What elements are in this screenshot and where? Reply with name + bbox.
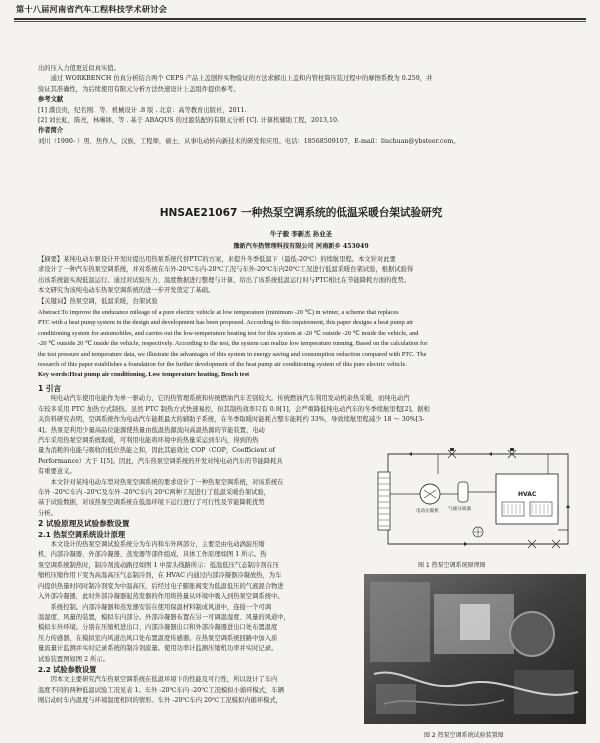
abstract-cn-line: 本文研究为该纯电动车热泵空调系统的进一步开发奠定了基础。 [38, 287, 215, 295]
body-line: 分析。 [38, 509, 57, 517]
keywords-cn: 【关键词】热泵空调，低温采暖，台架试验 [38, 297, 158, 305]
abstract-cn [38, 255, 564, 307]
prev-line: 出的压入力值更近似真实值。 [38, 65, 120, 72]
section-1-heading: 1 引言 [38, 384, 62, 393]
base-platform [376, 684, 416, 714]
body-line: 关资料研究表明，空调系统作为电动汽车能耗最大的辅助子系统，在冬季取暖时能耗占整车能耗约 33%，导致续航里程减少 18 ～ 30%[3- [38, 416, 425, 424]
body-line: 本文设计的热泵空调试验系统分为车内和车外两部分，主要是由电动涡旋压缩 [38, 541, 265, 549]
body-line: 量为消耗的电能与吸收的低位热能之和，因此其能效比 COP（COP，Coefficient of [38, 447, 275, 455]
abstract-en-line: research of this paper establishes a foundation for the further development of the heat pump air conditioning system of this pure electric vehicle. [38, 361, 407, 369]
figure-1-caption: 图 1 热泵空调系统原理图 [418, 562, 486, 569]
abstract-en-line: PTC with a heat pump system in the design and development has been proposed. According to this requirement, this paper designs a heat pump air [38, 319, 414, 327]
compressor-label: 电动压缩机 [416, 509, 439, 514]
hvac-label: HVAC [518, 491, 537, 498]
author-bio-heading: 作者简介 [38, 127, 64, 135]
reference-item: [1] 濮良贵，纪名刚．等．机械设计 .8 版 . 北京：高等教育出版社，2011. [38, 106, 247, 114]
abstract-cn-line: 【摘要】某纯电动车驱设计开发时提出用热泵系统代替PTC的方案，来提升冬季低温下（最低-20℃）的续航里程。本文针对此要 [38, 256, 396, 263]
left-column [38, 436, 356, 707]
keywords-en: Key words:Heat pump air conditioning, Low temperature heating, Bench test [38, 371, 250, 379]
header-rule-thin [14, 21, 586, 22]
compressor-photo [510, 612, 554, 656]
abstract-en-line: conditioning system for automobiles, and carries out the low-temperature heating test for this system at -20 ℃ outside -20 ℃ inside the vehicle, and [38, 329, 419, 337]
body-line: 基于试验数据，对该热泵空调系统在低温环境下运行进行了可行性及节能降耗优势 [38, 499, 265, 507]
body-line: 4]。热泵是利用少量高品位能源使热量由低温热源流向高温热源的节能装置，电动 [38, 426, 265, 434]
previous-article-tail [38, 64, 564, 147]
frame-structure [514, 670, 574, 714]
accumulator-icon [458, 482, 468, 502]
body-line: 缩机压缩作用下变为高温高压气态制冷剂，在 HVAC 内通过内部冷凝器冷凝放热，为车 [38, 572, 282, 580]
body-line: 压力传感器，在模拟室内风道出风口处布置温度传感器。在热泵空调系统回路中加入质 [38, 634, 278, 642]
header-rule [14, 18, 586, 20]
body-line: 纯电动汽车使用电能作为单一驱动力，它的热管理系统和传统燃油汽车差别较大。传统燃油汽车利用发动机余热采暖，而纯电动汽 [38, 395, 410, 403]
body-line: 有重要意义。 [38, 468, 76, 476]
abstract-cn-line: 出该系统能实现低温运行。通过对试验压力、温度数据进行整理与计算，给出了该系统低温运行时与PTC相比在节能降耗方面的优势。 [38, 276, 411, 284]
accumulator-label: 气液分离器 [448, 507, 471, 512]
body-line: 系统控制。内部冷凝器和蒸发器安装在使用保温材料制成风道中，连接一个可调 [38, 603, 271, 611]
body-line: 内提供热量时同时制冷剂变为中温高压，后经过电子膨胀阀变为低温低压的气液混合物进 [38, 582, 284, 590]
prev-line: 通过 WORKBENCH 仿真分析结合两个 CEPS 产品上盖刨件实物验证的方法求解出上盖和内管柱简压装过程中的摩擦系数为 0.259，并 [38, 75, 433, 83]
body-line: 泵空调系统制热时，制冷剂流动路径如图 1 中箭头线路所示：低温低压气态制冷剂在压 [38, 561, 279, 569]
figure-1-schematic [368, 444, 582, 556]
body-line: 量流量计监测并实时记录系统的制冷剂流量。使用功率计监测压缩机功率并实时记录。 [38, 645, 278, 653]
body-line: 车较多采用 PTC 加热方式制热。虽然 PTC 制热方式快速易控，但其制热效率只有 0.9[1]，会严重降低纯电动汽车的冬季续航里程[2]。据相 [38, 405, 430, 413]
figure-2-photo [364, 574, 586, 724]
article-authors: 牛子毅 李新杰 孙业圣 [270, 230, 332, 238]
body-line: 因本文主要研究汽车热泵空调系统在低温环境下的性能及可行性，所以设计了车内 [38, 676, 278, 684]
body-line: 温度不同的两种低温试验工况见表 1。车外 -20℃车内 -20℃工况模拟小循环模式，车辆 [38, 686, 284, 694]
body-line: 车外 -20℃车内 -20℃及车外 -20℃车内 20℃两种工况进行了低温采暖台架试验， [38, 489, 271, 497]
abstract-cn-line: 求设计了一种汽车热泵空调系统，并对系统在车外-20℃车内-20℃工况与车外-20℃车内20℃工况进行低温采暖台架试验，根据试验得 [38, 266, 414, 274]
body-line: 入外部冷凝器，此时外部冷凝器起蒸发器的作用将热量从环境中吸入到热泵空调系统中。 [38, 593, 284, 601]
body-line: 本文针对某纯电动车型对热泵空调系统的要求设计了一种热泵空调系统，对该系统在 [38, 478, 284, 486]
hvac-box [496, 474, 558, 524]
body-line: 模拟车外环境。分别在压缩机进出口、内部冷凝器出口和外部冷凝器进出口处布置温度 [38, 624, 278, 632]
hvac-unit [460, 604, 490, 640]
reference-item: [2] 刘长虹，陈亮，林琳钵，等 . 基于 ABAQUS 的过盈装配的有限元分析 [C]. 计算机辅助工程，2013,10. [38, 117, 340, 125]
section-2-1-heading: 2.1 热泵空调系统设计原理 [38, 529, 126, 539]
references-heading: 参考文献 [38, 96, 64, 104]
body-line: 刚启动时车内温度与环境温度相同的情形。车外 -20℃车内 20℃工况模拟内循环模式， [38, 697, 283, 705]
body-line: 汽车采用热泵空调系统取暖，可利用电能将环境中的热量采运到车内，得到的热 [38, 437, 259, 444]
author-bio: 刘川（1990- ）男，焦作人，汉族，工程师，硕士，从事电动转向新技术的研发和应用。电话：18568509107，E-mail：liuchuan@ybsteer.com。 [38, 137, 460, 145]
body-line: 试验装置图如图 2 所示。 [38, 655, 109, 663]
body-line: 温湿度、风量的装置，模拟车内部分。外部冷凝器布置在另一可调温湿度、风量的风道中， [38, 613, 290, 621]
section-2-heading: 2 试验原理及试验参数设置 [38, 519, 130, 529]
body-line: 机、内部冷凝器、外部冷凝器、蒸发器等部件组成，具体工作原理如图 1 所示。热 [38, 551, 267, 559]
prev-line: 验证其准确性，为后续使用有限元分析方法快速设计上盖组件提供参考。 [38, 85, 240, 93]
article-title: HNSAE21067 一种热泵空调系统的低温采暖台架试验研究 [159, 207, 443, 219]
article-affiliation: 豫新汽车热管理科技有限公司 河南新乡 453049 [233, 243, 369, 250]
abstract-en-line: the test pressure and temperature data, we illustrate the advantages of this system in energy saving and consumption reduction compared with PTC. The [38, 350, 427, 358]
equipment-cabinet [370, 582, 430, 662]
section-1-full [38, 384, 564, 436]
running-header: 第十八届河南省汽车工程科技学术研讨会 [16, 4, 167, 14]
abstract-en [38, 308, 564, 381]
abstract-en-line: -20 ℃ outside 20 ℃ inside the vehicle, respectively. According to the test, the system can realize low temperature running. Based on the calculation for [38, 340, 428, 348]
outer-condenser-coil [378, 472, 390, 530]
section-2-2-heading: 2.2 试验参数设置 [38, 664, 97, 674]
abstract-en-line: Abstract:To improve the endurance mileage of a pure electric vehicle at low temperature (minimum -20 ℃) in winter, a scheme that replaces [38, 309, 399, 316]
figure-2-caption: 图 2 热泵空调系统试验装置图 [424, 732, 504, 739]
body-line: Performance）大于 1[5]。因此，汽车热泵空调系统的开发对纯电动汽车的节能降耗具 [38, 457, 283, 465]
